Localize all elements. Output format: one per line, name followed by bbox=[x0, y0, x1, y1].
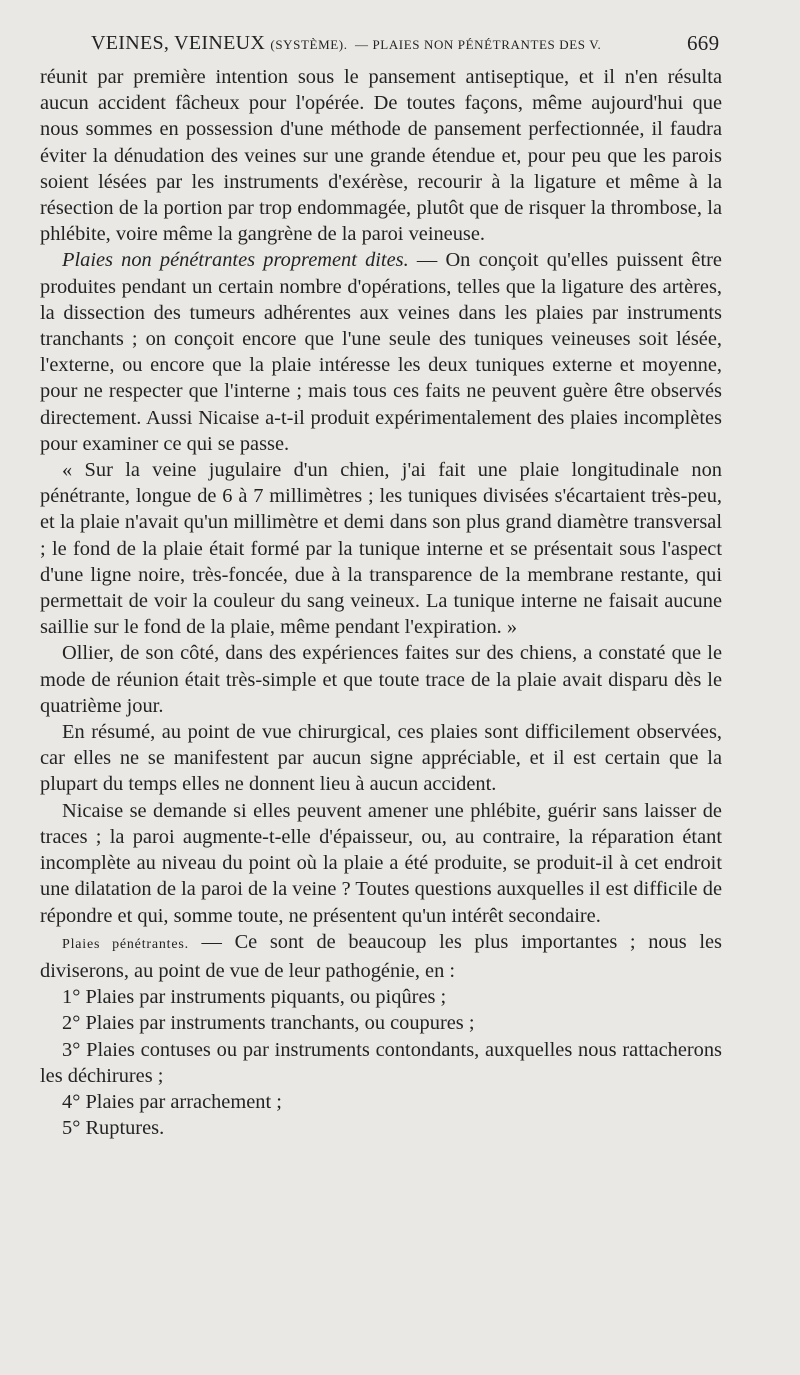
paragraph-penetrating-text: — Ce sont de beaucoup les plus importantes ; nous les diviserons, au point de vue de leur pathogénie, en : bbox=[40, 930, 722, 982]
paragraph-quote-nicaise: « Sur la veine jugulaire d'un chien, j'ai fait une plaie longitudinale non pénétrante, longue de 6 à 7 millimètres ; les tuniques divisées s'écartaient très-peu, et la plaie n'avait qu'un millimètre et demi dans son plus grand diamètre transversal ; le fond de la plaie était formé par la tunique interne et se présentait sous l'aspect d'une ligne noire, très-foncée, due à la transparence de la membrane restante, qui permettait de voir la couleur du sang veineux. La tunique interne ne faisait aucune saillie sur le fond de la plaie, même pendant l'expiration. » bbox=[40, 459, 722, 639]
page-number: 669 bbox=[687, 31, 720, 55]
running-head-section: — PLAIES NON PÉNÉTRANTES DES V. bbox=[355, 37, 602, 52]
section-heading-non-penetrating: Plaies non pénétrantes proprement dites. bbox=[62, 249, 409, 272]
running-head-system: (SYSTÈME). bbox=[270, 37, 348, 52]
running-head-title bbox=[91, 32, 348, 55]
running-header bbox=[0, 30, 800, 62]
list-item: 2° Plaies par instruments tranchants, ou coupures ; bbox=[62, 1012, 475, 1035]
paragraph-ollier: Ollier, de son côté, dans des expériences faites sur des chiens, a constaté que le mode de réunion était très-simple et que toute trace de la plaie avait disparu dès le quatrième jour. bbox=[40, 642, 722, 717]
list-item: 1° Plaies par instruments piquants, ou piqûres ; bbox=[62, 986, 447, 1009]
paragraph-non-penetrating-text: — On conçoit qu'elles puissent être produites pendant un certain nombre d'opérations, telles que la ligature des artères, la dissection des tumeurs adhérentes aux veines dans les plaies par instruments tranchants ; on conçoit encore que l'une seule des tuniques veineuses soit lésée, l'externe, ou encore que la plaie intéresse les deux tuniques externe et moyenne, pour ne respecter que l'interne ; mais tous ces faits ne peuvent guère être observés directement. Aussi Nicaise a-t-il produit expérimentalement des plaies incomplètes pour examiner ce qui se passe. bbox=[40, 249, 722, 455]
section-heading-penetrating: Plaies pénétrantes. bbox=[62, 936, 189, 952]
paragraph-summary: En résumé, au point de vue chirurgical, ces plaies sont difficilement observées, car elles ne se manifestent par aucun signe appréciable, et il est certain que la plupart du temps elles ne donnent lieu à aucun accident. bbox=[40, 721, 722, 796]
body-text bbox=[40, 64, 722, 1141]
paragraph-intro: réunit par première intention sous le pansement antiseptique, et il n'en résulta aucun accident fâcheux pour l'opérée. De toutes façons, même aujourd'hui que nous sommes en possession d'une méthode de pansement perfectionnée, il faudra éviter la dénudation des veines sur une grande étendue et, pour peu que les parois soient lésées par les instruments d'exérèse, recourir à la ligature et même à la résection de la portion par trop endommagée, plutôt que de risquer la thrombose, la phlébite, voire même la gangrène de la paroi veineuse. bbox=[40, 66, 722, 246]
list-item: 4° Plaies par arrachement ; bbox=[62, 1090, 282, 1113]
paragraph-penetrating bbox=[40, 929, 722, 984]
running-head-veines: VEINES, VEINEUX bbox=[91, 32, 266, 54]
paragraph-non-penetrating bbox=[40, 247, 722, 457]
paragraph-nicaise-questions: Nicaise se demande si elles peuvent amener une phlébite, guérir sans laisser de traces ; la paroi augmente-t-elle d'épaisseur, ou, au contraire, la réparation étant incomplète au niveau du point où la plaie a été produite, se produit-il à cet endroit une dilatation de la paroi de la veine ? Toutes questions auxquelles il est difficile de répondre et qui, somme toute, ne présentent qu'un intérêt secondaire. bbox=[40, 799, 722, 927]
list-item: 5° Ruptures. bbox=[62, 1117, 165, 1140]
list-item: 3° Plaies contuses ou par instruments contondants, auxquelles nous rattacherons les déchirures ; bbox=[40, 1038, 722, 1087]
